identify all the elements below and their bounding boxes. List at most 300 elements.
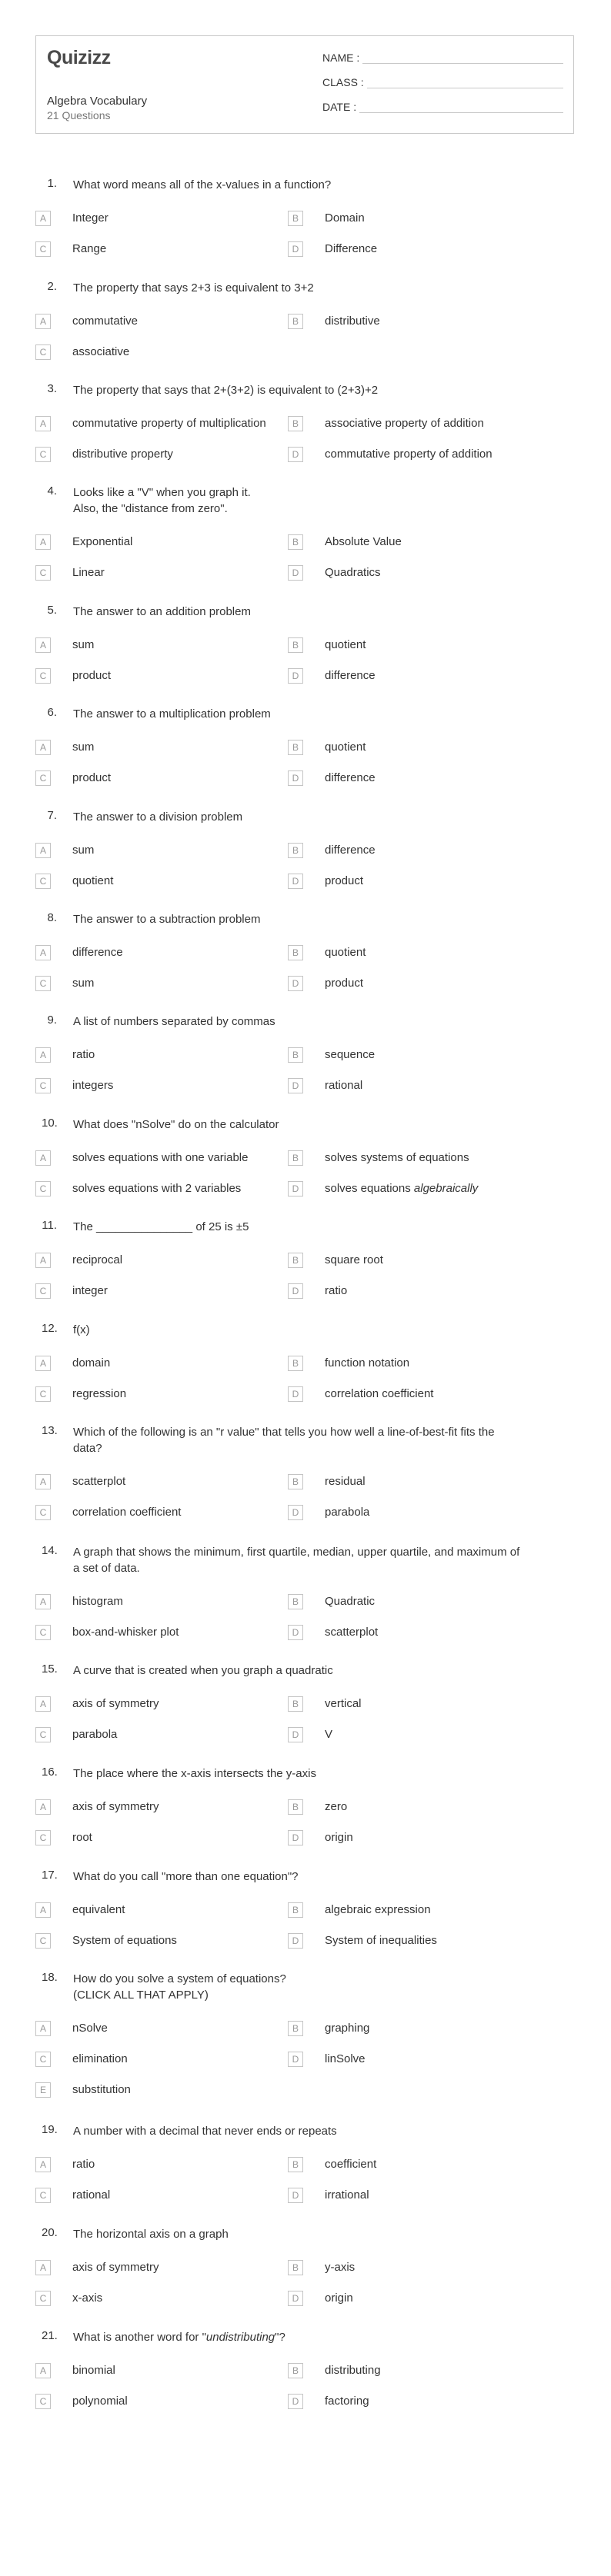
option-b[interactable]	[288, 1594, 534, 1611]
option-text: quotient	[325, 741, 366, 754]
option-a[interactable]	[35, 637, 282, 654]
question-emphasis: undistributing	[205, 2331, 275, 2344]
option-text: difference	[325, 669, 376, 682]
option-d[interactable]	[288, 1181, 534, 1198]
option-a[interactable]	[35, 1150, 282, 1167]
option-b[interactable]	[288, 945, 534, 962]
option-text: System of inequalities	[325, 1934, 437, 1947]
option-text: difference	[72, 946, 123, 959]
option-text: V	[325, 1728, 333, 1741]
option-text: graphing	[325, 2022, 370, 2035]
question-text: The property that says 2+3 is equivalent to 3+2	[73, 281, 314, 295]
option-c[interactable]	[35, 565, 282, 582]
option-d[interactable]	[288, 2052, 534, 2068]
option-text: rational	[325, 1079, 363, 1092]
option-letter-box: D	[288, 1625, 303, 1640]
option-letter-box: C	[35, 565, 51, 581]
question-number: 5.	[47, 604, 57, 617]
option-letter-box: D	[288, 2291, 303, 2306]
option-letter-box: A	[35, 843, 51, 858]
question-number: 8.	[47, 911, 57, 924]
option-letter-box: C	[35, 447, 51, 462]
option-letter-box: D	[288, 2394, 303, 2409]
option-d[interactable]	[288, 1283, 534, 1300]
option-letter-box: B	[288, 1474, 303, 1489]
option-b[interactable]	[288, 1047, 534, 1064]
option-letter-box: B	[288, 2363, 303, 2378]
option-text: rational	[72, 2188, 111, 2202]
class-field[interactable]	[322, 76, 563, 88]
option-letter-box: C	[35, 2291, 51, 2306]
option-letter-box: A	[35, 1356, 51, 1371]
option-letter-box: C	[35, 1625, 51, 1640]
option-letter-box: A	[35, 740, 51, 755]
option-letter-box: B	[288, 314, 303, 329]
worksheet-header	[35, 35, 574, 134]
date-line	[359, 102, 563, 113]
option-letter-box: C	[35, 668, 51, 684]
option-c[interactable]	[35, 2291, 282, 2308]
option-letter-box: A	[35, 1474, 51, 1489]
option-c[interactable]	[35, 1830, 282, 1847]
option-text: y-axis	[325, 2261, 356, 2274]
question-text: A list of numbers separated by commas	[73, 1015, 275, 1028]
option-letter-box: C	[35, 1830, 51, 1845]
option-c[interactable]	[35, 770, 282, 787]
option-c[interactable]	[35, 2052, 282, 2068]
option-b[interactable]	[288, 1356, 534, 1373]
option-c[interactable]	[35, 1386, 282, 1403]
option-letter-box: C	[35, 976, 51, 991]
option-a[interactable]	[35, 1253, 282, 1270]
option-letter-box: B	[288, 637, 303, 653]
option-letter-box: A	[35, 2363, 51, 2378]
option-a[interactable]	[35, 314, 282, 331]
option-letter-box: B	[288, 1253, 303, 1268]
option-text: irrational	[325, 2188, 369, 2202]
option-text: axis of symmetry	[72, 1800, 159, 1813]
option-letter-box: A	[35, 1902, 51, 1918]
option-a[interactable]	[35, 1594, 282, 1611]
option-letter-box: B	[288, 2260, 303, 2275]
option-letter-box: C	[35, 344, 51, 360]
option-c[interactable]	[35, 1505, 282, 1522]
option-d[interactable]	[288, 1830, 534, 1847]
question-number: 14.	[42, 1544, 58, 1557]
option-letter-box: C	[35, 874, 51, 889]
question-number: 19.	[42, 2123, 58, 2136]
option-text: Quadratics	[325, 566, 381, 579]
option-b[interactable]	[288, 534, 534, 551]
option-text: box-and-whisker plot	[72, 1626, 179, 1639]
option-letter-box: B	[288, 2157, 303, 2172]
option-letter-box: A	[35, 314, 51, 329]
question-text: f(x)	[73, 1323, 90, 1336]
option-letter-box: C	[35, 1181, 51, 1196]
option-c[interactable]	[35, 668, 282, 685]
question-text: The answer to an addition problem	[73, 605, 251, 618]
option-text: origin	[325, 1831, 353, 1844]
option-text: nSolve	[72, 2022, 108, 2035]
option-d[interactable]	[288, 2291, 534, 2308]
option-letter-box: D	[288, 1181, 303, 1196]
option-letter-box: A	[35, 1799, 51, 1815]
option-a[interactable]	[35, 2363, 282, 2380]
option-e[interactable]	[35, 2082, 282, 2099]
option-d[interactable]	[288, 241, 534, 258]
option-d[interactable]	[288, 1505, 534, 1522]
option-letter-box: D	[288, 1727, 303, 1742]
option-text: polynomial	[72, 2395, 128, 2408]
option-a[interactable]	[35, 1799, 282, 1816]
date-field[interactable]	[322, 101, 563, 113]
option-text: integer	[72, 1284, 108, 1297]
option-c[interactable]	[35, 874, 282, 890]
option-text: distributive	[325, 315, 380, 328]
option-letter-box: A	[35, 1696, 51, 1712]
question-text: The place where the x-axis intersects the y-axis	[73, 1767, 316, 1780]
option-text: sum	[72, 977, 95, 990]
option-b[interactable]	[288, 1799, 534, 1816]
question-text: The answer to a division problem	[73, 810, 243, 824]
option-letter-box: C	[35, 1386, 51, 1402]
option-text: scatterplot	[325, 1626, 379, 1639]
option-b[interactable]	[288, 1696, 534, 1713]
question-text: A graph that shows the minimum, first quartile, median, upper quartile, and maximum of a set of data.	[73, 1546, 520, 1575]
option-text: linSolve	[325, 2052, 366, 2065]
option-d[interactable]	[288, 2394, 534, 2411]
option-text: solves equations with 2 variables	[72, 1182, 242, 1195]
option-letter-box: A	[35, 2260, 51, 2275]
option-c[interactable]	[35, 1727, 282, 1744]
option-a[interactable]	[35, 416, 282, 433]
option-letter-box: D	[288, 241, 303, 257]
option-text: domain	[72, 1356, 111, 1370]
option-d[interactable]	[288, 1386, 534, 1403]
question-number: 2.	[47, 280, 57, 293]
option-text: factoring	[325, 2395, 369, 2408]
question-text: The answer to a subtraction problem	[73, 913, 261, 926]
option-text: coefficient	[325, 2158, 377, 2171]
option-c[interactable]	[35, 2394, 282, 2411]
option-letter-box: D	[288, 1505, 303, 1520]
option-text: quotient	[72, 874, 114, 887]
option-text: solves equations algebraically	[325, 1182, 479, 1195]
option-text: algebraic expression	[325, 1903, 431, 1916]
option-text: Exponential	[72, 535, 133, 548]
option-text: axis of symmetry	[72, 1697, 159, 1710]
option-d[interactable]	[288, 1078, 534, 1095]
option-b[interactable]	[288, 1474, 534, 1491]
option-b[interactable]	[288, 2363, 534, 2380]
option-d[interactable]	[288, 976, 534, 993]
question-text: Looks like a "V" when you graph it. Also, the "distance from zero".	[73, 486, 251, 515]
option-d[interactable]	[288, 565, 534, 582]
option-text: product	[72, 669, 112, 682]
option-letter-box: A	[35, 2157, 51, 2172]
question-text: What do you call "more than one equation"?	[73, 1870, 299, 1883]
option-text: Linear	[72, 566, 105, 579]
option-a[interactable]	[35, 2260, 282, 2277]
option-d[interactable]	[288, 1727, 534, 1744]
option-letter-box: B	[288, 1047, 303, 1063]
option-b[interactable]	[288, 2157, 534, 2174]
option-letter-box: D	[288, 447, 303, 462]
option-c[interactable]	[35, 344, 282, 361]
option-text: sum	[72, 741, 95, 754]
option-d[interactable]	[288, 447, 534, 464]
question-number: 20.	[42, 2226, 58, 2239]
option-a[interactable]	[35, 843, 282, 860]
option-letter-box: C	[35, 1727, 51, 1742]
question-number: 10.	[42, 1117, 58, 1130]
option-letter-box: C	[35, 770, 51, 786]
question-number: 6.	[47, 706, 57, 719]
question-number: 3.	[47, 382, 57, 395]
option-c[interactable]	[35, 241, 282, 258]
option-letter-box: B	[288, 534, 303, 550]
option-a[interactable]	[35, 945, 282, 962]
option-letter-box: A	[35, 1253, 51, 1268]
option-b[interactable]	[288, 1150, 534, 1167]
option-b[interactable]	[288, 416, 534, 433]
class-label: CLASS :	[322, 76, 364, 88]
option-emphasis: algebraically	[413, 1182, 479, 1195]
question-text: What does "nSolve" do on the calculator	[73, 1118, 279, 1131]
option-c[interactable]	[35, 1933, 282, 1950]
option-letter-box: B	[288, 1150, 303, 1166]
option-text: substitution	[72, 2083, 131, 2096]
question-text: A number with a decimal that never ends or repeats	[73, 2125, 337, 2138]
option-a[interactable]	[35, 1902, 282, 1919]
option-text: root	[72, 1831, 92, 1844]
option-text: Range	[72, 242, 107, 255]
question-number: 15.	[42, 1662, 58, 1676]
option-b[interactable]	[288, 2260, 534, 2277]
question-text: The property that says that 2+(3+2) is equivalent to (2+3)+2	[73, 384, 379, 397]
option-d[interactable]	[288, 668, 534, 685]
option-a[interactable]	[35, 2021, 282, 2038]
option-b[interactable]	[288, 314, 534, 331]
option-text: difference	[325, 771, 376, 784]
option-letter-box: D	[288, 668, 303, 684]
option-letter-box: D	[288, 874, 303, 889]
option-letter-box: B	[288, 740, 303, 755]
date-label: DATE :	[322, 101, 357, 113]
option-letter-box: D	[288, 1933, 303, 1949]
option-text: correlation coefficient	[325, 1387, 434, 1400]
question-number: 9.	[47, 1013, 57, 1027]
question-text: Which of the following is an "r value" that tells you how well a line-of-best-fit fits the data?	[73, 1426, 495, 1455]
option-letter-box: D	[288, 2188, 303, 2203]
option-letter-box: C	[35, 1505, 51, 1520]
question-text: The answer to a multiplication problem	[73, 707, 271, 721]
option-a[interactable]	[35, 2157, 282, 2174]
option-letter-box: D	[288, 2052, 303, 2067]
option-letter-box: D	[288, 1830, 303, 1845]
option-letter-box: B	[288, 1696, 303, 1712]
option-letter-box: A	[35, 637, 51, 653]
option-text: zero	[325, 1800, 348, 1813]
question-text: What is another word for "undistributing"?	[73, 2331, 285, 2344]
option-c[interactable]	[35, 976, 282, 993]
option-letter-box: C	[35, 1078, 51, 1093]
question-number: 13.	[42, 1424, 58, 1437]
option-text: elimination	[72, 2052, 128, 2065]
option-a[interactable]	[35, 534, 282, 551]
option-text: sequence	[325, 1048, 376, 1061]
option-letter-box: B	[288, 1594, 303, 1609]
option-b[interactable]	[288, 211, 534, 228]
option-b[interactable]	[288, 740, 534, 757]
class-line	[367, 77, 563, 88]
option-d[interactable]	[288, 770, 534, 787]
option-letter-box: C	[35, 1283, 51, 1299]
option-c[interactable]	[35, 1078, 282, 1095]
option-text: distributing	[325, 2364, 381, 2377]
option-a[interactable]	[35, 211, 282, 228]
question-text: What word means all of the x-values in a function?	[73, 178, 332, 191]
question-text: How do you solve a system of equations? (CLICK ALL THAT APPLY)	[73, 1972, 286, 2002]
question-count: 21 Questions	[47, 109, 111, 121]
option-letter-box: E	[35, 2082, 51, 2098]
option-letter-box: A	[35, 1594, 51, 1609]
option-letter-box: C	[35, 2188, 51, 2203]
option-text: vertical	[325, 1697, 362, 1710]
option-text: commutative	[72, 315, 139, 328]
option-a[interactable]	[35, 1474, 282, 1491]
option-b[interactable]	[288, 1902, 534, 1919]
option-letter-box: C	[35, 241, 51, 257]
option-text: origin	[325, 2291, 353, 2305]
option-letter-box: D	[288, 1283, 303, 1299]
option-text: integers	[72, 1079, 114, 1092]
option-letter-box: B	[288, 1356, 303, 1371]
option-letter-box: D	[288, 565, 303, 581]
option-text: histogram	[72, 1595, 123, 1608]
option-text: commutative property of addition	[325, 448, 492, 461]
question-number: 21.	[42, 2329, 58, 2342]
option-letter-box: A	[35, 1047, 51, 1063]
option-b[interactable]	[288, 1253, 534, 1270]
option-text: Domain	[325, 211, 365, 225]
option-b[interactable]	[288, 637, 534, 654]
question-number: 11.	[42, 1219, 57, 1232]
option-a[interactable]	[35, 740, 282, 757]
option-a[interactable]	[35, 1356, 282, 1373]
option-text: distributive property	[72, 448, 173, 461]
option-text: product	[325, 977, 364, 990]
option-letter-box: B	[288, 416, 303, 431]
option-letter-box: C	[35, 2052, 51, 2067]
option-text: Absolute Value	[325, 535, 402, 548]
option-c[interactable]	[35, 1181, 282, 1198]
question-number: 1.	[47, 177, 57, 190]
option-text: associative	[72, 345, 130, 358]
question-text: The _______________ of 25 is ±5	[73, 1220, 249, 1233]
option-letter-box: B	[288, 1902, 303, 1918]
option-c[interactable]	[35, 2188, 282, 2205]
option-letter-box: B	[288, 2021, 303, 2036]
option-letter-box: C	[35, 2394, 51, 2409]
option-letter-box: A	[35, 211, 51, 226]
option-text: function notation	[325, 1356, 410, 1370]
option-text: parabola	[325, 1506, 370, 1519]
worksheet-title: Algebra Vocabulary	[47, 95, 148, 108]
question-text: A curve that is created when you graph a quadratic	[73, 1664, 333, 1677]
option-letter-box: A	[35, 534, 51, 550]
question-number: 4.	[47, 484, 57, 498]
option-text: parabola	[72, 1728, 118, 1741]
option-text: product	[72, 771, 112, 784]
quizizz-logo: Quizizz	[47, 47, 111, 68]
option-c[interactable]	[35, 447, 282, 464]
option-text: ratio	[72, 1048, 95, 1061]
name-label: NAME :	[322, 52, 360, 64]
option-d[interactable]	[288, 1625, 534, 1642]
option-text: quotient	[325, 946, 366, 959]
option-text: square root	[325, 1253, 383, 1266]
option-a[interactable]	[35, 1047, 282, 1064]
option-text: associative property of addition	[325, 417, 484, 430]
option-b[interactable]	[288, 843, 534, 860]
option-b[interactable]	[288, 2021, 534, 2038]
option-text: ratio	[72, 2158, 95, 2171]
option-letter-box: B	[288, 843, 303, 858]
name-field[interactable]	[322, 52, 563, 64]
option-text: equivalent	[72, 1903, 125, 1916]
question-number: 18.	[42, 1971, 58, 1984]
option-text: quotient	[325, 638, 366, 651]
option-c[interactable]	[35, 1625, 282, 1642]
option-text: residual	[325, 1475, 366, 1488]
option-text: reciprocal	[72, 1253, 123, 1266]
option-letter-box: D	[288, 1386, 303, 1402]
name-line	[362, 52, 563, 64]
question-number: 12.	[42, 1322, 58, 1335]
option-text: product	[325, 874, 364, 887]
option-a[interactable]	[35, 1696, 282, 1713]
option-letter-box: A	[35, 1150, 51, 1166]
option-d[interactable]	[288, 2188, 534, 2205]
option-letter-box: A	[35, 416, 51, 431]
question-number: 17.	[42, 1869, 58, 1882]
option-text: Integer	[72, 211, 109, 225]
option-letter-box: A	[35, 2021, 51, 2036]
option-text: System of equations	[72, 1934, 177, 1947]
option-letter-box: B	[288, 1799, 303, 1815]
option-text: x-axis	[72, 2291, 103, 2305]
question-number: 16.	[42, 1766, 58, 1779]
option-letter-box: A	[35, 945, 51, 960]
option-letter-box: D	[288, 1078, 303, 1093]
option-text: sum	[72, 844, 95, 857]
option-d[interactable]	[288, 1933, 534, 1950]
option-text: solves equations with one variable	[72, 1151, 249, 1164]
option-letter-box: D	[288, 976, 303, 991]
option-text: binomial	[72, 2364, 115, 2377]
option-text: Quadratic	[325, 1595, 376, 1608]
option-c[interactable]	[35, 1283, 282, 1300]
option-text: difference	[325, 844, 376, 857]
option-text: regression	[72, 1387, 127, 1400]
option-text: scatterplot	[72, 1475, 126, 1488]
option-d[interactable]	[288, 874, 534, 890]
question-number: 7.	[47, 809, 57, 822]
option-text: solves systems of equations	[325, 1151, 469, 1164]
option-letter-box: D	[288, 770, 303, 786]
option-text: correlation coefficient	[72, 1506, 182, 1519]
